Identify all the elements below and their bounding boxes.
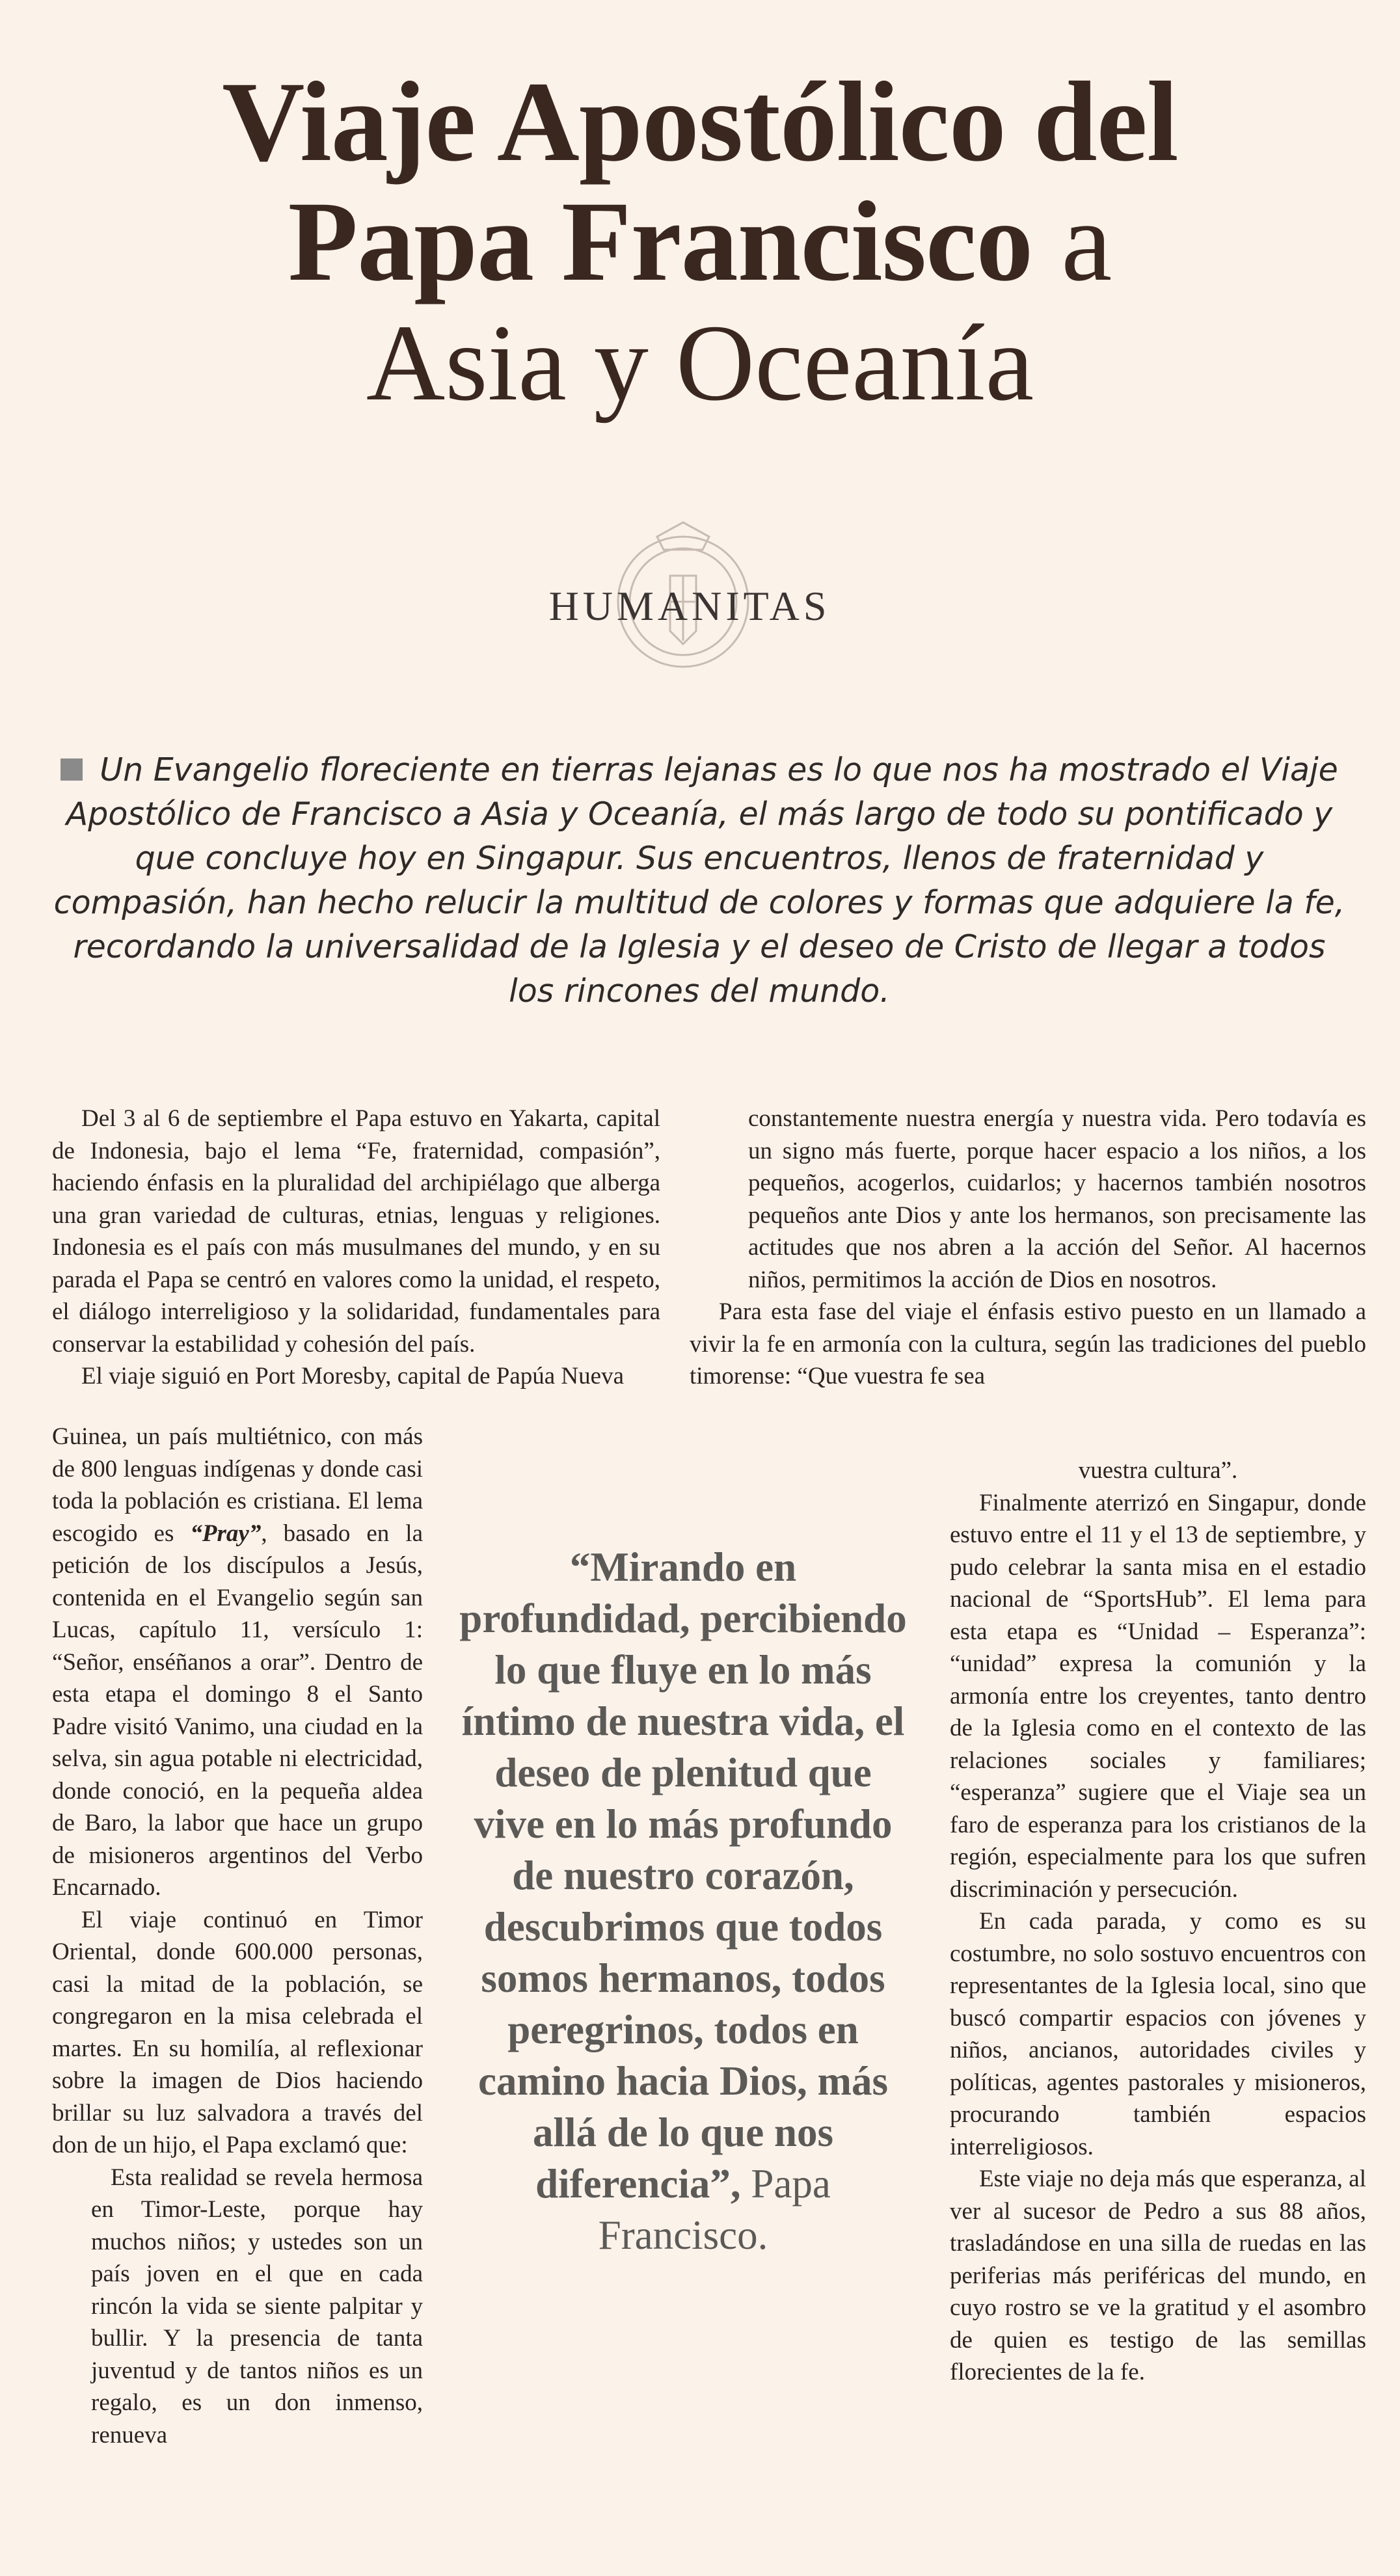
humanitas-logo xyxy=(507,517,872,673)
headline-bold-part: Papa Francisco xyxy=(288,178,1033,305)
column-2-bottom xyxy=(950,1455,1366,2389)
column-1-top xyxy=(52,1103,660,1393)
headline-line-2 xyxy=(0,178,1400,305)
square-bullet-icon xyxy=(61,758,83,781)
homily-quote xyxy=(52,2162,423,2452)
headline-line-3: Asia y Oceanía xyxy=(366,302,1034,423)
headline xyxy=(0,39,1400,423)
pull-quote xyxy=(455,1542,911,2261)
paragraph-esperanza: Este viaje no deja más que esperanza, al ver al sucesor de Pedro a sus 88 años, trasladándose en una silla de ruedas en las periferias más periféricas del mundo, en cuyo rostro se ve la gratitud y el asombro de quien es testigo de las semillas florecientes de la fe. xyxy=(950,2166,1366,2385)
paragraph-indonesia: Del 3 al 6 de septiembre el Papa estuvo en Yakarta, capital de Indonesia, bajo el lema “Fe, fraternidad, compasión”, haciendo énfasis en la pluralidad del archipiélago que alberga una gran variedad de culturas, etnias, lenguas y religiones. Indonesia es el país con más musulmanes del mundo, y en su parada el Papa se centró en valores como la unidad, el respeto, el diálogo interreligioso y la solidaridad, fundamentales para conservar la estabilidad y cohesión del país. xyxy=(52,1105,660,1358)
headline-light-part: a xyxy=(1032,178,1112,305)
homily-quote-cont xyxy=(690,1103,1366,1296)
pray-emphasis: “Pray” xyxy=(190,1520,262,1547)
column-1-bottom xyxy=(52,1421,423,2451)
paragraph-timor: El viaje continuó en Timor Oriental, donde 600.000 personas, casi la mitad de la población, se congregaron en la misa celebrada el martes. En su homilía, al reflexionar sobre la imagen de Dios haciendo brillar su luz salvadora a través del don de un hijo, el Papa exclamó que: xyxy=(52,1906,423,2158)
paragraph-singapur: Finalmente aterrizó en Singapur, donde estuvo entre el 11 y el 13 de septiembre, y pudo celebrar la santa misa en el estadio nacional de “SportsHub”. El lema para esta etapa es “Unidad – Esperanza”: “unidad” expresa la comunión y la armonía entre los creyentes, tanto dentro de la Iglesia como en el contexto de las relaciones sociales y familiares; “esperanza” sugiere que el Viaje sea un faro de esperanza para los cristianos de la región, especialmente para los que sufren discriminación y persecución. xyxy=(950,1489,1366,1903)
paragraph-papua-cont: Guinea, un país multiétnico, con más de 800 lenguas indígenas y donde casi toda la población es cristiana. El lema escogido es “Pray”, basado en la petición de los discípulos a Jesús, contenida en el Evangelio según san Lucas, capítulo 11, versículo 1: “Señor, enséñanos a orar”. Dentro de esta etapa el domingo 8 el Santo Padre visitó Vanimo, una ciudad en la selva, sin agua potable ni electricidad, donde conoció, en la pequeña aldea de Baro, la labor que hace un grupo de misioneros argentinos del Verbo Encarnado. xyxy=(52,1423,423,1901)
homily-quote-cont-text: constantemente nuestra energía y nuestra vida. Pero todavía es un signo más fuerte, porque hacer espacio a los niños, a los pequeños, acogerlos, cuidarlos; y hacernos también nosotros pequeños ante Dios y ante los hermanos, son precisamente las actitudes que nos abren a la acción del Señor. Al hacernos niños, permitimos la acción de Dios en nosotros. xyxy=(748,1105,1366,1293)
headline-line-1: Viaje Apostólico del xyxy=(222,59,1178,185)
lead-text: Un Evangelio floreciente en tierras lejanas es lo que nos ha mostrado el Viaje Apostólico de Francisco a Asia y Oceanía, el más largo de todo su pontificado y que concluye hoy en Singapur. Sus encuentros, llenos de fraternidad y compasión, han hecho relucir la multitud de colores y formas que adquiere la fe, recordando la universalidad de la Iglesia y el deseo de Cristo de llegar a todos los rincones del mundo. xyxy=(53,751,1345,1010)
pull-quote-text: “Mirando en profundidad, percibiendo lo que fluye en lo más íntimo de nuestra vida, el deseo de plenitud que vive en lo más profundo de nuestro corazón, descubrimos que todos somos hermanos, todos peregrinos, todos en camino hacia Dios, más allá de lo que nos diferencia”, xyxy=(459,1544,907,2207)
homily-quote-text: Esta realidad se revela hermosa en Timor-Leste, porque hay muchos niños; y ustedes son un país joven en el que en cada rincón la vida se siente palpitar y bullir. Y la presencia de tanta juventud y de tantos niños es un regalo, es un don inmenso, renueva xyxy=(91,2164,423,2449)
lead-paragraph xyxy=(52,748,1347,1013)
paragraph-timor-culture: Para esta fase del viaje el énfasis estivo puesto en un llamado a vivir la fe en armonía con la cultura, según las tradiciones del pueblo timorense: “Que vuestra fe sea xyxy=(690,1298,1366,1389)
column-2-top xyxy=(690,1103,1366,1393)
humanitas-wordmark: HUMANITAS xyxy=(548,583,831,629)
paragraph-papua-start: El viaje siguió en Port Moresby, capital de Papúa Nueva xyxy=(81,1363,624,1389)
paragraph-encuentros: En cada parada, y como es su costumbre, no solo sostuvo encuentros con representantes de la Iglesia local, sino que buscó compartir espacios con jóvenes y niños, ancianos, autoridades civiles y políticas, agentes pastorales y misioneros, procurando también espacios interreligiosos. xyxy=(950,1908,1366,2160)
paragraph-timor-culture-end: vuestra cultura”. xyxy=(1078,1457,1238,1484)
pull-quote-attribution: Papa Francisco. xyxy=(598,2161,831,2258)
